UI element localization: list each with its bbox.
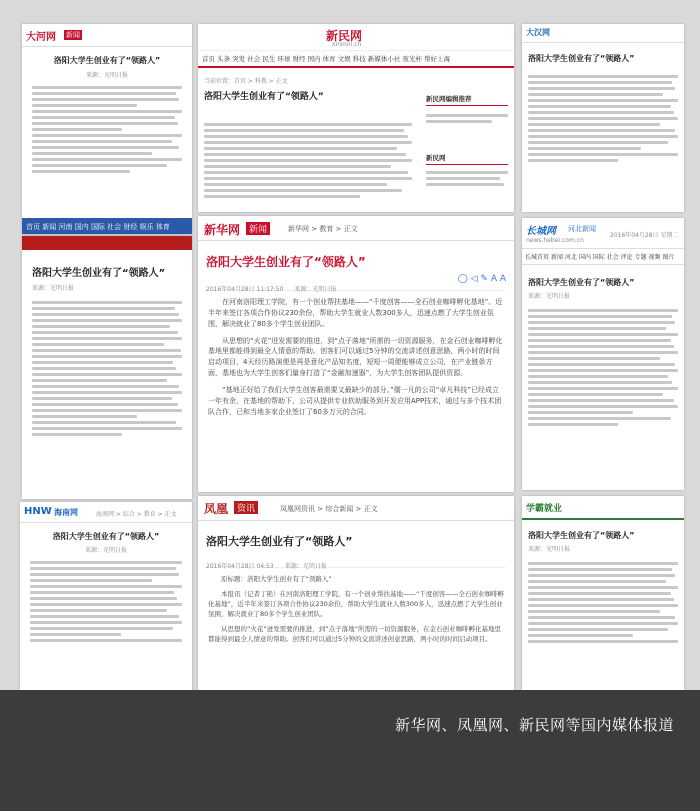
panel-xinhua [198,216,514,492]
xuezhao-headline: 洛阳大学生创业有了“领路人” [528,531,635,540]
ifeng-logo-tag: 资讯 [234,501,258,514]
ifeng-lead: 原标题：洛阳大学生创业有了“领路人” [221,575,332,583]
caption-text: 新华网、凤凰网、新民网等国内媒体报道 [394,716,674,734]
left-mid-headline: 洛阳大学生创业有了“领路人” [32,268,166,279]
dahe-headline: 洛阳大学生创业有了“领路人” [53,56,161,65]
caption-bar [0,690,700,811]
hnw-logo-tag: 海南网 [54,508,78,517]
ifeng-paragraph-1: 本报讯（记者丁艳）在河南洛阳理工学院，有一个创业帮扶基地——“千度创客——全石创业咖啡孵化基地”，近半年来签订各项合作协议230余份，帮助大学生就业人数300多人，迅速点燃了大学生创业氛围，解决就业了80多个学生创业团队。 [208,590,504,619]
panel-xuezhao [522,496,684,690]
panel-hnw [20,502,192,690]
panel-left-mid [22,236,192,499]
xinhua-paragraph-3: “基地正好给了我们大学生创客最需要又最缺少的部分。”儒一凡的公司“卓凡科技”已经成立一年有余，在基地的帮助下，公司从提供专业软助服务到开发应用APP技术，通过与多个技术团队合作，已和当地多家企业签订了60多万元的合同。 [208,385,502,416]
xinmin-domain: xinmin.cn [332,41,362,48]
xinhua-date: 2016年04月28日 11:17:50 [206,286,284,293]
dahe-source: 来源：光明日报 [85,72,128,79]
xinmin-breadcrumb[interactable]: 当前位置：首页 > 科教 > 正文 [204,78,288,85]
panel-right-top [522,24,684,212]
xinhua-breadcrumb[interactable]: 新华网 > 教育 > 正文 [288,225,358,233]
xinmin-nav[interactable]: 首页 头条 突发 社会 民生 环球 财经 国内 体育 文娱 科技 新媒体小社 夜光杯 帮好上海 [198,51,514,68]
hnw-source: 来源：光明日报 [84,547,127,554]
xuezhao-source: 来源：光明日报 [528,546,571,553]
right-top-headline: 洛阳大学生创业有了“领路人” [528,54,635,63]
xinhua-logo[interactable]: 新华网 [204,223,241,237]
xinhua-headline: 洛阳大学生创业有了“领路人” [206,255,366,269]
ifeng-date: 2016年04月28日 04:53 [206,563,274,570]
ifeng-breadcrumb[interactable]: 凤凰网资讯 > 综合新闻 > 正文 [280,505,378,513]
xinmin-side-title: 新民网编辑推荐 [426,94,508,106]
hebei-logo-tag: 河北新闻 [568,225,596,233]
ifeng-logo[interactable]: 凤凰 [204,502,229,516]
right-top-logo[interactable]: 大汉网 [526,28,550,37]
hnw-logo[interactable]: HNW [24,506,52,517]
xinhua-source: 来源：光明日报 [294,286,337,293]
xinmin-side-title2: 新民网 [426,153,508,165]
panel-dahe [22,24,192,234]
xinmin-headline: 洛阳大学生创业有了“领路人” [204,92,324,102]
share-icons[interactable]: ◯ ◁ ✎ A A [457,274,506,284]
dahe-logo[interactable]: 大河网 [26,32,56,43]
ifeng-source: 来源：光明日报 [284,563,327,570]
hebei-headline: 洛阳大学生创业有了“领路人” [528,278,635,287]
hebei-date: 2016年04月28日 星期二 [610,232,679,239]
hebei-domain: news.hebei.com.cn [526,237,584,244]
xuezhao-logo[interactable]: 学霸就业 [526,504,563,514]
panel-hebei [522,218,684,490]
dahe-logo-tag: 新闻 [66,31,80,39]
hebei-source: 来源：光明日报 [528,293,571,300]
xinhua-paragraph-2: 从思想的“火花”迸发需要的推进，到“点子落地”所需的一切资源服务，在金石创业咖啡孵化基地里都能得到最全人情意的帮助。创客们可以通过5分钟的交流讲述创意思路，两小时的时间启动项目，4天经历路演便是再是意化产品知名度，短短一周便能够成立公司，在产业链条方面，基地也为大学生创客们量身打造了“金融加速器”，为大学生创客团队提供资源。 [208,336,503,378]
hebei-logo[interactable]: 长城网 [526,226,556,237]
panel-xinmin [198,24,514,212]
ifeng-paragraph-2: 从思想的“火花”迸发需要的推进，到“点子落地”所需的一切资源服务，在金石创业咖啡孵化基地里都能得到最全人情意的帮助。创客们可以通过5分钟的交流讲述创意思路，两小时的时间启动项目。 [208,625,501,644]
hnw-headline: 洛阳大学生创业有了“领路人” [52,532,160,541]
xinhua-logo-tag: 新闻 [246,222,270,235]
left-mid-source: 来源：光明日报 [32,285,75,292]
hebei-nav[interactable]: 长城首页 新闻 河北 国内 国际 社会 评论 专题 视频 图片 [522,249,684,265]
ifeng-headline: 洛阳大学生创业有了“领路人” [206,535,353,548]
xinmin-logo[interactable]: 新民网 [326,29,363,43]
xinhua-paragraph-1: 在河南洛阳理工学院，有一个创业帮扶基地——“千度创客——全石创业咖啡孵化基地”。近半年来签订各项合作协议230余份，帮助大学生就业人数300多人，迅速点燃了大学生创业氛围，解决就业了80多个学生创业团队。 [208,298,503,328]
panel-ifeng [198,496,514,690]
hnw-breadcrumb[interactable]: 海南网 > 综合 > 教育 > 正文 [96,511,177,518]
dahe-nav[interactable]: 首页 新闻 河南 国内 国际 社会 财经 娱乐 体育 [26,223,170,231]
